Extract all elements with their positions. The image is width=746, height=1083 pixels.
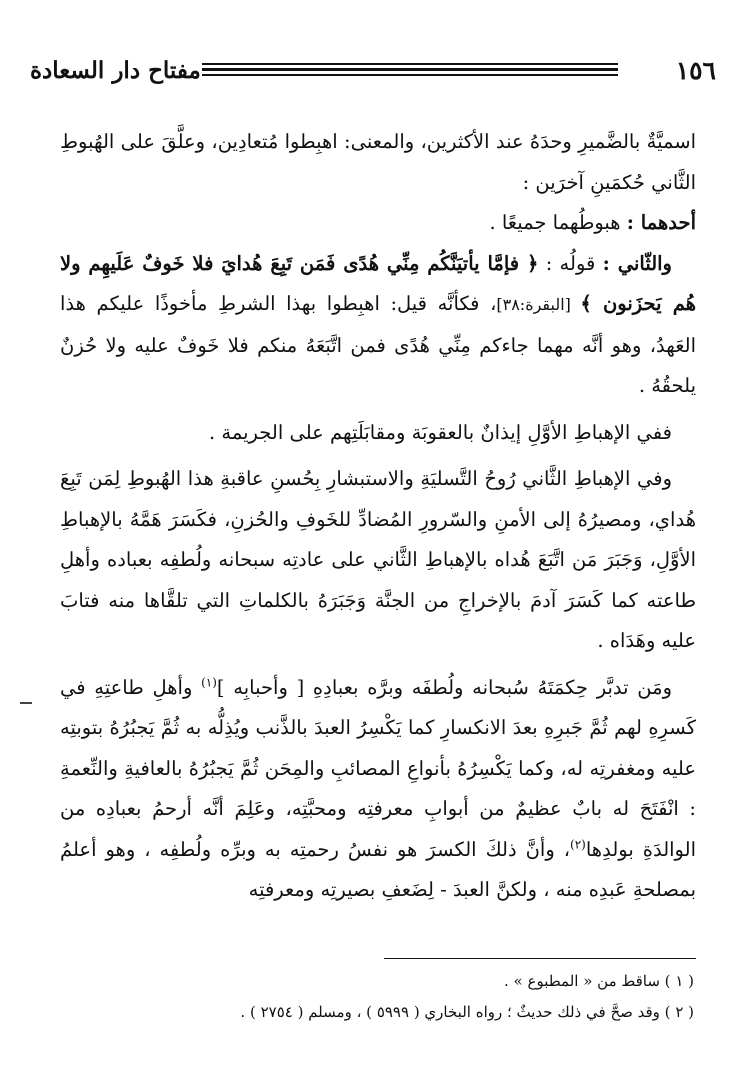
footnote-marker[interactable]: (٢) (570, 837, 586, 851)
header-rule-line (202, 68, 618, 71)
paragraph-text: وأهلِ طاعتِهِ في كَسرِهِ لهم ثُمَّ جَبرِهِ بعدَ الانكسارِ كما يَكْسِرُ العبدَ بالذَّنب ويُذِلُّه به ثُمَّ يَجبُرُهُ بتوبتِه عليه ومغفرتِه له، وكما يَكْسِرُهُ بأنواعِ المصائبِ والمِحَن ثُمَّ يَجبُرُهُ بالعافيةِ والنِّعمةِ : انْفَتَحَ له بابٌ عظيمٌ من أبوابِ معرفتِه ومحبَّتِه، وعَلِمَ أنَّه أرحمُ بعبادِه من الوالدَةِ بولدِها (60, 675, 696, 861)
header-rule-line (202, 63, 618, 65)
second-point-text: ، فكأنَّه قيل: اهبِطوا بهذا الشرطِ مأخوذًا عليكم هذا العَهدُ، وهو أنَّه مهما جاءكم مِنِّي هُدًى فمن اتَّبَعَهُ منكم فلا خَوفٌ عليه ولا حُزنٌ يلحقُهُ . (60, 292, 696, 397)
paragraph: اسميَّةٌ بالضَّميرِ وحدَهُ عند الأكثرين، والمعنى: اهبِطوا مُتعادِين، وعلَّقَ على الهُبوطِ الثَّاني حُكمَينِ آخرَين : (60, 130, 696, 194)
page-number: ١٥٦ (675, 56, 716, 85)
paragraph (60, 203, 696, 244)
header-rule (202, 63, 618, 77)
paragraph: وفي الإهباطِ الثَّاني رُوحُ التَّسليَةِ والاستبشارِ بِحُسنِ عاقبةِ هذا الهُبوطِ لِمَن تَبِعَ هُداي، ومصيرُهُ إلى الأمنِ والسّرورِ المُضادِّ للخَوفِ والحُزنِ، فكَسَرَ هَمَّهُ بالإهباطِ الأوَّلِ، وَجَبَرَ مَن اتَّبَعَ هُداه بالإهباطِ الثَّاني على عادتِه سبحانه ولُطفِه بعباده وأهلِ طاعته كما كَسَرَ آدمَ بالإخراجِ من الجنَّة وَجَبَرَهُ بالكلماتِ التي تلقَّاها منه فتابَ عليه وهَدَاه . (60, 467, 696, 652)
body-text (60, 122, 696, 911)
quran-verse: ﴿ فإمَّا يأتيَنَّكُم مِنِّي هُدًى فَمَن تَبِعَ هُدايَ فلا خَوفٌ عَلَيهِم ولا هُم يَحزَنون ﴾ (60, 251, 696, 315)
footnote: ( ٢ ) وقد صحَّ في ذلك حديثٌ ؛ رواه البخاري ( ٥٩٩٩ ) ، ومسلم ( ٢٧٥٤ ) . (240, 1003, 694, 1021)
second-point-intro: قولُه : (538, 251, 603, 275)
paragraph (60, 244, 696, 407)
paragraph: ففي الإهباطِ الأوَّلِ إيذانٌ بالعقوبَة ومقابَلَتِهم على الجريمة . (209, 420, 672, 444)
first-point-text: هبوطُهما جميعًا . (489, 211, 627, 234)
paragraph-text: ، وأنَّ ذلكَ الكسرَ هو نفسُ رحمتِه به وبرِّه ولُطفِه ، وهو أعلمُ بمصلحةِ عَبدِه منه ، ولكنَّ العبدَ - لِضَعفِ بصيرتِه ومعرفتِه (60, 837, 696, 901)
running-title: مفتاح دار السعادة (30, 57, 201, 84)
paragraph (60, 668, 696, 911)
first-point-label: أحدهما : (626, 211, 696, 234)
paragraph-text: ومَن تدبَّر حِكمَتَهُ سُبحانه ولُطفَه وبرَّه بعبادِهِ [ وأحبابِه ] (216, 675, 672, 699)
footnote-marker[interactable]: (١) (201, 675, 217, 689)
header-rule-line (202, 74, 618, 76)
margin-mark (20, 702, 32, 704)
footnote-rule (384, 958, 696, 959)
verse-reference: [البقرة:٣٨] (496, 295, 581, 314)
footnote: ( ١ ) ساقط من « المطبوع » . (504, 972, 694, 990)
second-point-label: والثّاني : (602, 251, 672, 275)
footnotes (54, 966, 694, 1028)
page-header (30, 54, 716, 88)
